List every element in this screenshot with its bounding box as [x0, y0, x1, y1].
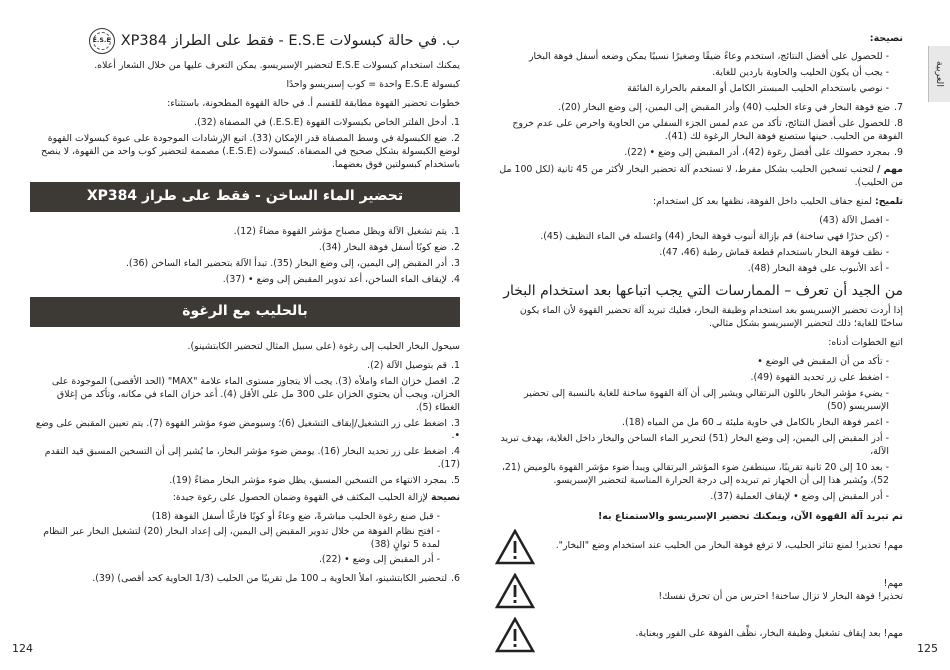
step-number: 7. [894, 102, 903, 114]
list-item: - نظف فوهة البخار باستخدام قطعة قماش رطبة (46، 47). [495, 247, 889, 260]
milk-intro: سيحول البخار الحليب إلى رغوة (على سبيل المثال لتحضير الكابتشينو). [187, 340, 460, 352]
step-number: 4. [451, 273, 460, 285]
tip-text: لإزالة الحليب المكثف في القهوة وضمان الحصول على رغوة جيدة: [172, 492, 428, 504]
advice-heading: نصيحة: [869, 33, 903, 44]
language-tab-label: العربية [934, 61, 946, 87]
step-text: ضع كوبًا أسفل فوهة البخار (34). [318, 241, 448, 253]
tip-items [30, 511, 440, 567]
list-item: - يجب أن يكون الحليب والحاوية باردين للغاية. [495, 67, 889, 80]
warning-triangle-icon [495, 573, 535, 609]
step-text: أدر المقبض إلى اليمين، إلى وضع البخار (35). تبدأ الآلة بتحضير الماء الساخن (36). [125, 257, 448, 269]
milk-heading: بالحليب مع الرغوة [30, 297, 460, 327]
warning-3 [495, 617, 903, 653]
step-text: قم بتوصيل الآلة (2). [367, 359, 448, 371]
step-number: 3. [451, 257, 460, 269]
ese-title: ب. في حالة كبسولات E.S.E - فقط على الطراز XP384 [120, 33, 460, 49]
hint-text: لمنع جفاف الحليب داخل الفوهة، نظفها بعد كل استخدام: [652, 195, 873, 207]
important-text: لتجنب تسخين الحليب بشكل مفرط، لا تستخدم آلة تحضير البخار لأكثر من 45 ثانية (لكل 100 مل من الحليب). [499, 163, 903, 188]
step-text: ضع فوهة البخار في وعاء الحليب (40) وأدر المقبض إلى اليمين، إلى وضع البخار (20). [558, 102, 891, 114]
list-item [30, 226, 460, 239]
step-text: أدخل الفلتر الخاص بكبسولات القهوة (E.S.E.) في المصفاة (32). [194, 116, 448, 128]
final-step [30, 573, 460, 586]
important-note [495, 164, 903, 190]
list-item [30, 475, 460, 488]
hint-label: تلميح: [875, 195, 903, 207]
left-content [30, 28, 460, 590]
warning-1 [495, 529, 903, 565]
list-item: - قبل صنع رغوة الحليب مباشرةً، ضع وعاءً أو كوبًا فارغًا أسفل الفوهة (18) [30, 511, 440, 524]
step-number: 2. [451, 132, 460, 144]
list-item [30, 446, 460, 472]
list-item [30, 573, 460, 586]
page-number-left: 124 [12, 641, 33, 655]
step-text: اضغط على زر التشغيل/إيقاف التشغيل (6)؛ وسيومض ضوء مؤشر القهوة (7). يتم تعيين المقبض على وضع •. [35, 417, 460, 442]
milk-steps [30, 360, 460, 489]
list-item [495, 118, 903, 144]
list-item: - اغمر فوهة البخار بالكامل في حاوية مليئة بـ 60 مل من المياه (18). [495, 417, 889, 430]
list-item [495, 102, 903, 115]
step-text: لإيقاف الماء الساخن، أعد تدوير المقبض إلى وضع • (37). [222, 273, 448, 285]
right-page [475, 0, 950, 670]
ese-logo-text: E.S.E [92, 36, 111, 44]
step-number: 4. [451, 446, 460, 458]
list-item: - للحصول على أفضل النتائج، استخدم وعاءً ضيقًا وصغيرًا نسبيًا يمكن وضعه أسفل فوهة البخار [495, 51, 889, 64]
hint-items [495, 215, 889, 276]
step-number: 9. [894, 146, 903, 158]
ese-intro-3: خطوات تحضير القهوة مطابقة للقسم أ. في حالة القهوة المطحونة، باستثناء: [167, 97, 460, 109]
warning-2 [495, 573, 903, 609]
step-text: افصل خزان الماء واملأه (3). يجب ألا يتجاوز مستوى الماء علامة "MAX" (الحد الأقصى) الموجودة على الخزان، ويجب أن يحتوي الخزان على 300 مل على الأقل (4). أعد خزان الماء في مكانه، وتأكد من إغلاق الغطاء (5). [51, 375, 460, 413]
list-item: - تأكد من أن المقبض في الوضع • [495, 356, 889, 369]
list-item: - افتح نظام الفوهة من خلال تدوير المقبض إلى اليمين، إلى إعداد البخار (20) لتشغيل البخار عبر النظام لمدة 5 ثوانٍ (38) [30, 526, 440, 552]
ese-title-row [30, 28, 460, 54]
list-item: - اضغط على زر تحديد القهوة (49). [495, 372, 889, 385]
language-tab[interactable] [928, 46, 950, 102]
list-item [30, 258, 460, 271]
step-number: 2. [451, 241, 460, 253]
important-label: مهم / [876, 163, 903, 175]
list-item [30, 376, 460, 415]
list-item [30, 117, 460, 130]
hot-water-steps [30, 226, 460, 287]
warning-triangle-icon [495, 529, 535, 565]
list-item [30, 360, 460, 373]
right-content [495, 28, 903, 661]
advice-items [495, 51, 889, 96]
list-item: - (كن حذرًا فهي ساخنة) قم بإزالة أنبوب فوهة البخار (44) واغسله في الماء النظيف (45). [495, 231, 889, 244]
steam-heading: من الجيد أن تعرف – الممارسات التي يجب اتباعها بعد استخدام البخار [503, 282, 903, 299]
step-text: اضغط على زر تحديد البخار (16). يومض ضوء مؤشر البخار، ما يُشير إلى أن التسخين المسبق قيد التقدم (17). [44, 446, 460, 471]
step-number: 1. [451, 225, 460, 237]
list-item: - نوصي باستخدام الحليب المبستر الكامل أو المعقم بالحرارة الفائقة [495, 83, 889, 96]
tip-label: نصيحة [430, 492, 460, 504]
ese-logo-icon [89, 28, 115, 54]
steam-items [495, 356, 889, 504]
list-item: - بعد 10 إلى 20 ثانية تقريبًا، سينطفئ ضوء المؤشر البرتقالي ويبدأ ضوء مؤشر القهوة بالوميض (21، 52)، ويُشير هذا إلى أن الجهاز تم تبريده إلى درجة الحرارة المناسبة لتحضير الإسبريسو. [495, 462, 889, 488]
ese-intro-1: يمكنك استخدام كبسولات E.S.E لتحضير الإسبريسو. يمكن التعرف عليها من خلال الشعار أعلاه. [94, 60, 460, 71]
list-item: - أعد الأنبوب على فوهة البخار (48). [495, 263, 889, 276]
warning-text: مهم! تحذير! لمنع تناثر الحليب، لا ترفع فوهة البخار من الحليب عند استخدام وضع "البخار". [555, 540, 903, 552]
step-number: 1. [451, 116, 460, 128]
warning-text: مهم! تحذير! فوهة البخار لا تزال ساخنة! احترس من أن تحرق نفسك! [658, 577, 903, 602]
warning-triangle-icon [495, 617, 535, 653]
step-text: بمجرد حصولك على أفضل رغوة (42)، أدر المقبض إلى وضع • (22). [624, 146, 891, 158]
list-item: - افصل الآلة (43) [495, 215, 889, 228]
step-text: للحصول على أفضل النتائج، تأكد من عدم لمس الجزء السفلي من الحاوية واحرص على عدم خروج الفوهة من الحليب. حينها ستصنع فوهة البخار الرغوة لك (41). [512, 117, 903, 142]
step-number: 3. [451, 417, 460, 429]
step-text: لتحضير الكابتشينو، املأ الحاوية بـ 100 مل تقريبًا من الحليب (1/3 الحاوية كحد أقصى) (39). [92, 573, 448, 585]
hint-line [495, 196, 903, 209]
tip-line [30, 492, 460, 505]
cooled-line: تم تبريد آلة القهوة الآن، ويمكنك تحضير الإسبريسو والاستمتاع به! [597, 510, 903, 522]
steam-intro: إذا أردت تحضير الإسبريسو بعد استخدام وظيفة البخار، فعليك تبريد آلة تحضير القهوة لأن الماء يكون ساخنًا للغاية؛ ذلك لتحضير الإسبريسو بشكل مثالي. [519, 304, 903, 329]
step-number: 6. [451, 573, 460, 585]
warning-text: مهم! بعد إيقاف تشغيل وظيفة البخار، نظِّف الفوهة على الفور وبعناية. [635, 628, 903, 640]
list-item [30, 242, 460, 255]
steps-continued [495, 102, 903, 160]
page-number-right: 125 [917, 641, 938, 655]
ese-steps [30, 117, 460, 172]
list-item [30, 133, 460, 172]
list-item: - أدر المقبض إلى اليمين، إلى وضع البخار (51) لتحرير الماء الساخن والبخار داخل الغلاية، بهدف تبريد الآلة، [495, 433, 889, 459]
ese-intro-2: كبسولة E.S.E واحدة = كوب إسبريسو واحدًا [286, 78, 460, 90]
step-text: بمجرد الانتهاء من التسخين المسبق، يظل ضوء مؤشر البخار مضاءً (19). [169, 475, 448, 487]
list-item: - أدر المقبض إلى وضع • (22). [30, 554, 440, 567]
list-item [495, 147, 903, 160]
list-item: - أدر المقبض إلى وضع • لإيقاف العملية (37). [495, 491, 889, 504]
list-item [30, 418, 460, 444]
step-text: ضع الكبسولة في وسط المصفاة قدر الإمكان (33). اتبع الإرشادات الموجودة على عبوة كبسولات القهوة لوضع الكبسولة بشكل صحيح في المصفاة. كبسولات (E.S.E.) مصممة لتحضير كوب واحد من القهوة، لا ينصح باستخدام كبسولتين فوق بعضهما. [41, 132, 460, 170]
step-number: 5. [451, 475, 460, 487]
hot-water-heading: تحضير الماء الساخن - فقط على طراز XP384 [30, 182, 460, 212]
list-item: - يضيء مؤشر البخار باللون البرتقالي ويشير إلى أن آلة القهوة ساخنة للغاية بالنسبة إلى تحضير الإسبريسو (50) [495, 388, 889, 414]
step-text: يتم تشغيل الآلة ويظل مصباح مؤشر القهوة مضاءً (12). [233, 225, 448, 237]
step-number: 2. [451, 375, 460, 387]
list-item [30, 274, 460, 287]
follow-steps: اتبع الخطوات أدناه: [828, 336, 903, 348]
step-number: 1. [451, 359, 460, 371]
step-number: 8. [894, 117, 903, 129]
